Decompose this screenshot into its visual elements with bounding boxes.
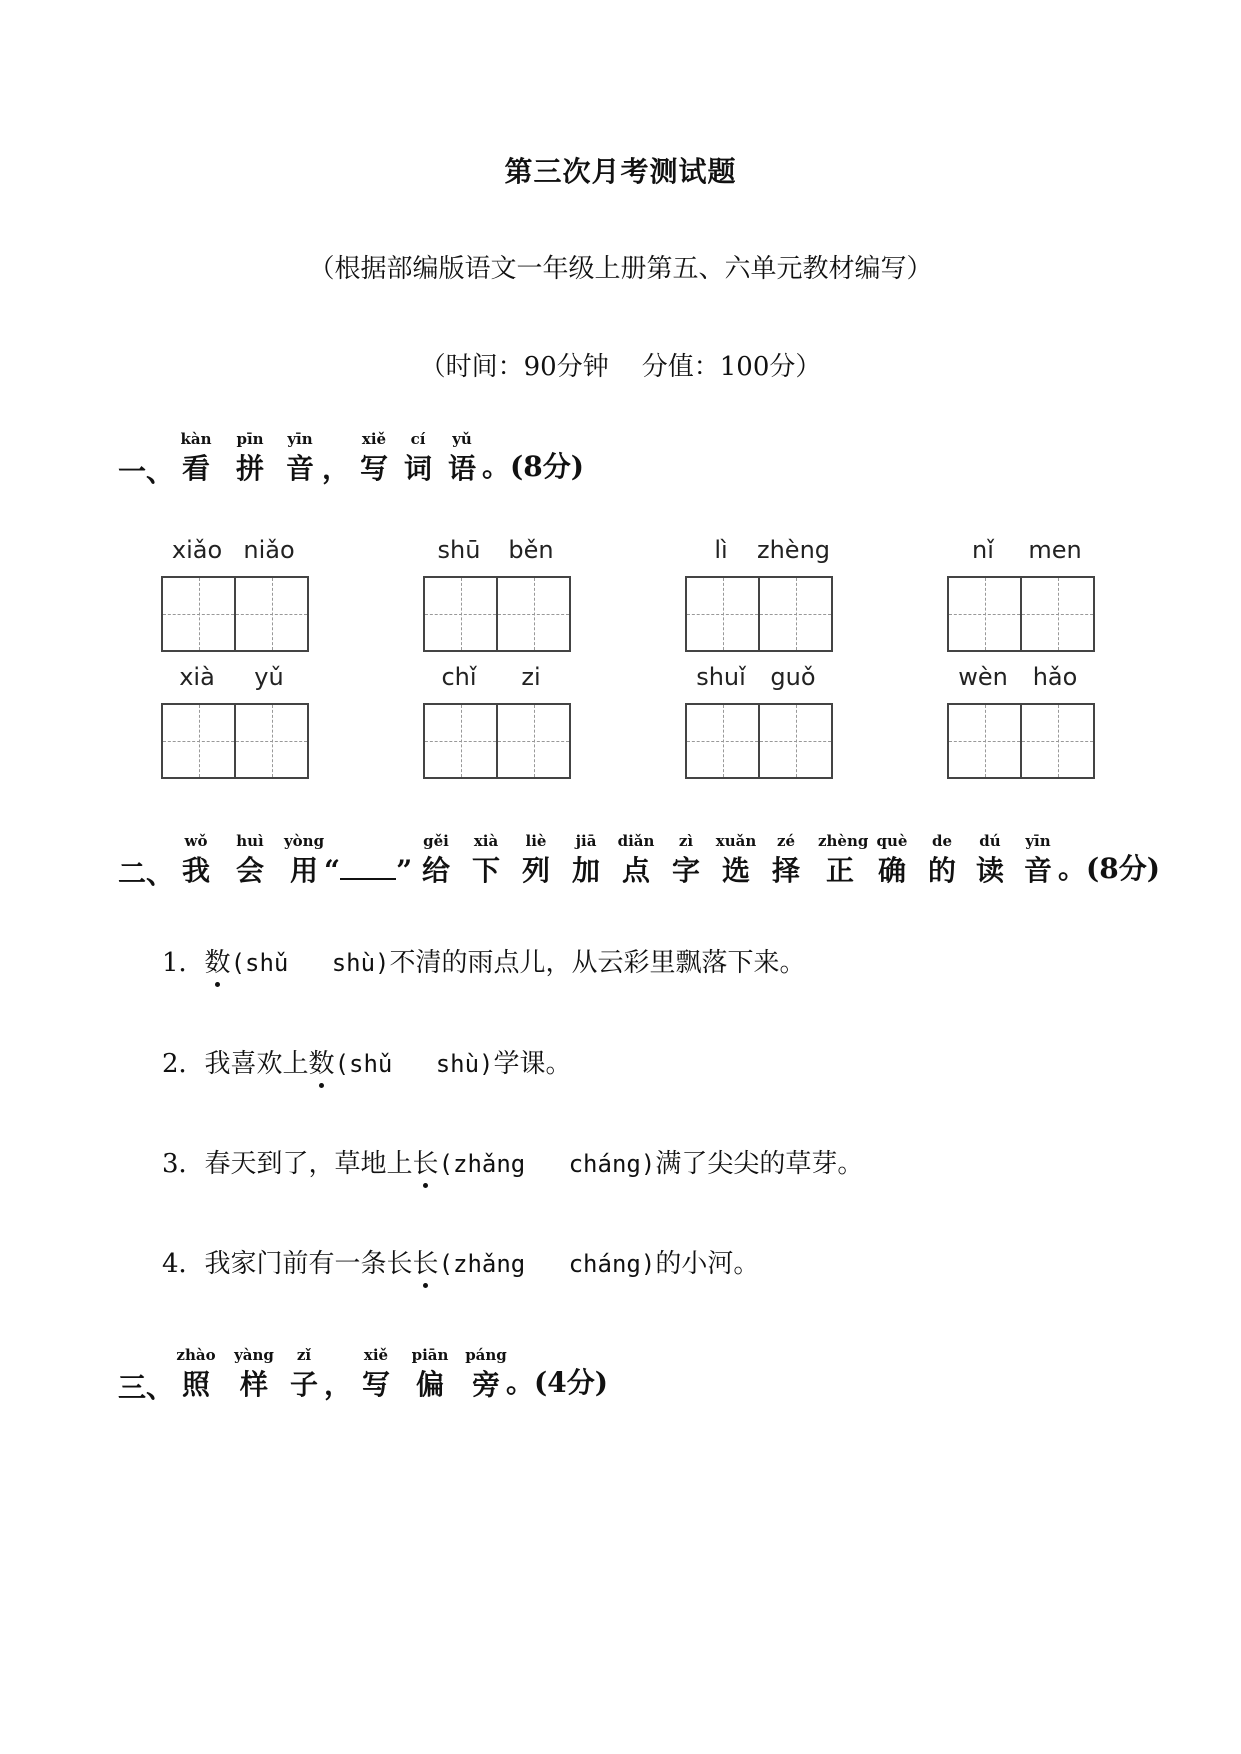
question-3: 3．春天到了，草地上长(zhǎng cháng)满了尖尖的草芽。 [162, 1143, 863, 1180]
question-2: 2．我喜欢上数(shǔ shù)学课。 [162, 1043, 572, 1080]
writing-grid-item [161, 536, 311, 572]
pinyin-label: yǔ [254, 663, 284, 691]
section-number: 三、 [118, 1371, 175, 1404]
pinyin-label: běn [508, 536, 554, 564]
pinyin-label: guǒ [770, 663, 816, 691]
ruby-char: zhèng 正 [818, 832, 869, 887]
ruby-char: zǐ 子 [289, 1346, 318, 1401]
ruby-char: yǔ 语 [447, 430, 476, 485]
ruby-char: ， [321, 452, 350, 485]
ruby-char: yòng 用 [283, 832, 325, 887]
pinyin-label: men [1028, 536, 1082, 564]
writing-cell[interactable] [425, 578, 496, 650]
writing-grid-item [947, 663, 1097, 699]
ruby-char: què 确 [876, 832, 908, 887]
pinyin-options[interactable]: (shǔ shù) [230, 949, 390, 977]
writing-grid-item [423, 663, 573, 699]
ruby-char: liè 列 [521, 832, 550, 887]
writing-cell[interactable] [163, 578, 234, 650]
pinyin-label: hǎo [1032, 663, 1078, 691]
tianzige-boxes[interactable] [685, 703, 833, 779]
ruby-char: wǒ 我 [181, 832, 210, 887]
writing-grid-item [423, 536, 573, 572]
ruby-char: jiā 加 [571, 832, 600, 887]
writing-cell[interactable] [687, 578, 758, 650]
ruby-char: dú 读 [975, 832, 1004, 887]
writing-cell[interactable] [234, 705, 307, 777]
tianzige-boxes[interactable] [685, 576, 833, 652]
tianzige-boxes[interactable] [423, 703, 571, 779]
pinyin-label: zhèng [757, 536, 831, 564]
pinyin-label: nǐ [972, 536, 994, 564]
writing-cell[interactable] [496, 705, 569, 777]
section-1-heading [118, 426, 638, 486]
ruby-char: kàn 看 [180, 430, 212, 485]
pinyin-label: niǎo [243, 536, 295, 564]
section-2-heading [118, 828, 1160, 890]
ruby-char: ， [323, 1368, 352, 1401]
ruby-char: gěi 给 [421, 832, 450, 887]
ruby-char: xiě 写 [361, 1346, 390, 1401]
writing-cell[interactable] [687, 705, 758, 777]
ruby-char: pīn 拼 [235, 430, 264, 485]
pinyin-label: shū [437, 536, 481, 564]
ruby-char: huì 会 [235, 832, 264, 887]
writing-cell[interactable] [949, 705, 1020, 777]
ruby-char: diǎn 点 [617, 832, 655, 887]
ruby-char: zì 字 [671, 832, 700, 887]
dotted-char: 数 [309, 1043, 335, 1080]
ruby-char: páng 旁 [465, 1346, 507, 1401]
ruby-char: de 的 [927, 832, 956, 887]
ruby-char: zhào 照 [176, 1346, 216, 1401]
pinyin-label: shuǐ [696, 663, 746, 691]
ruby-char: zé 择 [771, 832, 800, 887]
tianzige-boxes[interactable] [423, 576, 571, 652]
pinyin-options[interactable]: (shǔ shù) [334, 1050, 494, 1078]
writing-cell[interactable] [425, 705, 496, 777]
tianzige-boxes[interactable] [161, 576, 309, 652]
question-4: 4．我家门前有一条长长(zhǎng cháng)的小河。 [162, 1243, 759, 1280]
dotted-char: 长 [413, 1243, 439, 1280]
ruby-char: xiě 写 [359, 430, 388, 485]
ruby-char: xuǎn 选 [715, 832, 757, 887]
writing-cell[interactable] [163, 705, 234, 777]
answer-marker: “ ” [324, 854, 413, 887]
page-subtitle: （根据部编版语文一年级上册第五、六单元教材编写） [308, 254, 933, 284]
ruby-char: yīn 音 [1023, 832, 1052, 887]
tianzige-boxes[interactable] [161, 703, 309, 779]
writing-grid-item [685, 536, 835, 572]
writing-grid-item [161, 663, 311, 699]
ruby-char: xià 下 [471, 832, 500, 887]
writing-grid-item [947, 536, 1097, 572]
ruby-char: yīn 音 [285, 430, 314, 485]
pinyin-options[interactable]: (zhǎng cháng) [438, 1150, 656, 1178]
page-title: 第三次月考测试题 [504, 155, 737, 188]
writing-grid-item [685, 663, 835, 699]
section-score: 。(4分) [506, 1366, 608, 1399]
pinyin-label: wèn [958, 663, 1008, 691]
exam-meta: （时间：90分钟 分值：100分） [419, 352, 822, 382]
writing-cell[interactable] [1020, 578, 1093, 650]
pinyin-label: chǐ [441, 663, 477, 691]
section-number: 一、 [118, 455, 175, 488]
pinyin-label: xiǎo [171, 536, 223, 564]
ruby-char: piān 偏 [411, 1346, 449, 1401]
section-score: 。(8分) [1058, 852, 1160, 885]
section-number: 二、 [118, 857, 175, 890]
pinyin-label: xià [179, 663, 215, 691]
underline-blank [340, 852, 396, 880]
question-1: 1．数(shǔ shù)不清的雨点儿，从云彩里飘落下来。 [162, 942, 806, 979]
writing-cell[interactable] [949, 578, 1020, 650]
tianzige-boxes[interactable] [947, 703, 1095, 779]
pinyin-options[interactable]: (zhǎng cháng) [438, 1250, 656, 1278]
writing-cell[interactable] [758, 705, 831, 777]
dotted-char: 长 [413, 1143, 439, 1180]
writing-cell[interactable] [758, 578, 831, 650]
writing-cell[interactable] [496, 578, 569, 650]
section-score: 。(8分) [482, 450, 584, 483]
pinyin-label: zi [521, 663, 541, 691]
tianzige-boxes[interactable] [947, 576, 1095, 652]
writing-cell[interactable] [234, 578, 307, 650]
dotted-char: 数 [205, 942, 231, 979]
writing-cell[interactable] [1020, 705, 1093, 777]
pinyin-label: lì [714, 536, 728, 564]
ruby-char: yàng 样 [234, 1346, 274, 1401]
section-3-heading [118, 1342, 678, 1402]
ruby-char: cí 词 [403, 430, 432, 485]
